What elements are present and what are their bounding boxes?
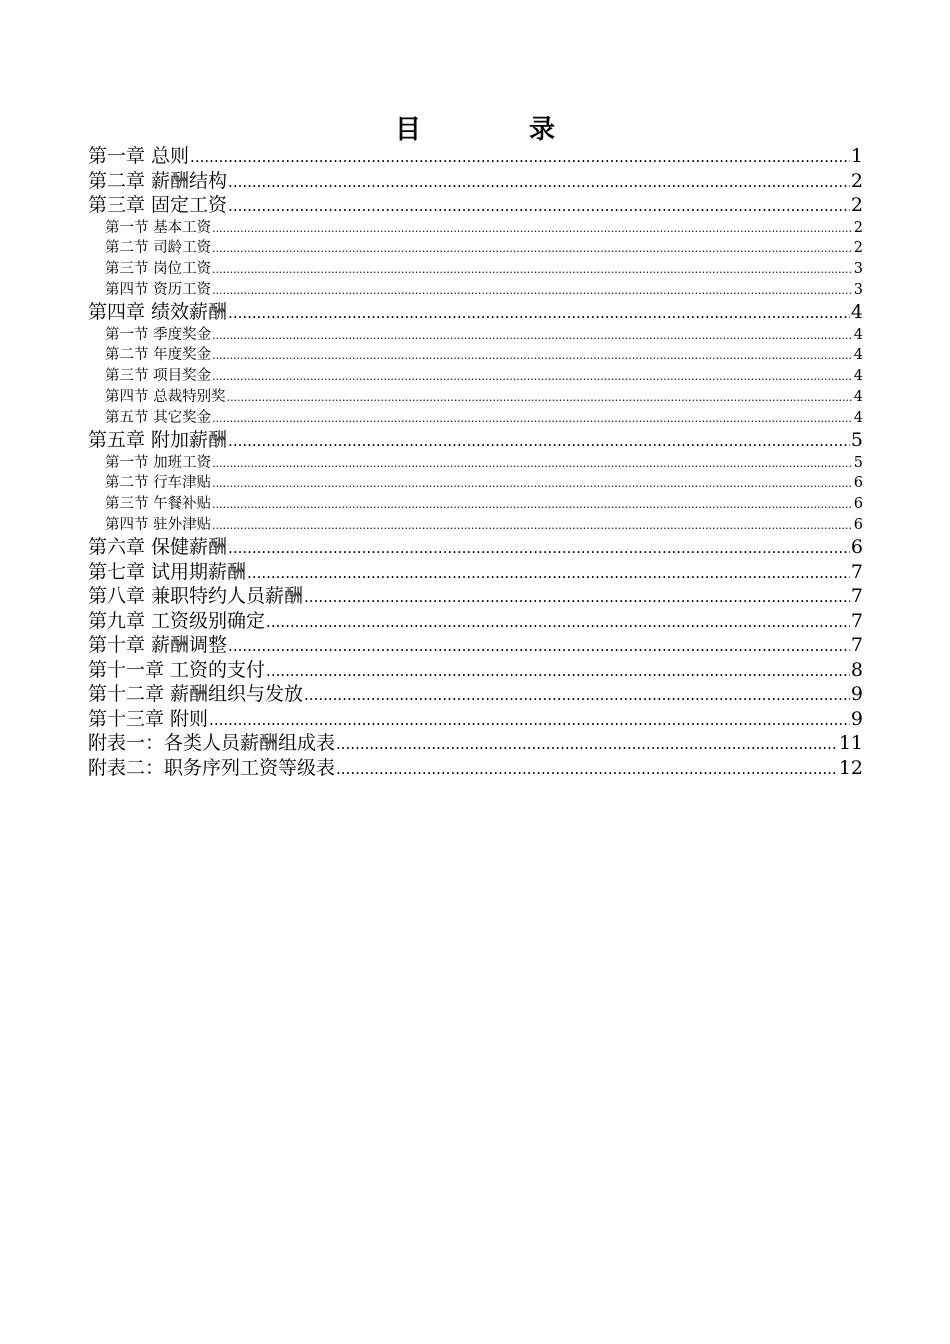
toc-dot-leader: [212, 453, 853, 474]
toc-section-entry[interactable]: [88, 515, 863, 536]
toc-dot-leader: [266, 609, 850, 634]
toc-dot-leader: [336, 756, 838, 781]
toc-entry-page-number: 1: [850, 145, 863, 167]
toc-dot-leader: [212, 259, 853, 280]
toc-entry-label: 第三节 岗位工资: [105, 260, 212, 277]
toc-dot-leader: [212, 218, 853, 239]
toc-section-entry[interactable]: [88, 325, 863, 346]
toc-dot-leader: [266, 658, 850, 683]
toc-entry-page-number: 7: [850, 585, 863, 608]
toc-entry-label: 第九章 工资级别确定: [88, 609, 266, 632]
toc-entry-page-number: 5: [850, 429, 863, 452]
toc-entry-label: 第四节 驻外津贴: [105, 516, 212, 533]
toc-entry-label: 第二节 年度奖金: [105, 347, 212, 364]
toc-entry-page-number: 3: [853, 260, 863, 277]
toc-entry-page-number: 12: [838, 756, 863, 779]
toc-section-entry[interactable]: [88, 259, 863, 280]
toc-section-entry[interactable]: [88, 494, 863, 515]
toc-dot-leader: [247, 560, 850, 585]
toc-entry-label: 第三节 项目奖金: [105, 368, 212, 385]
toc-entry-label: 附表一：各类人员薪酬组成表: [88, 732, 336, 755]
toc-entry-page-number: 9: [850, 683, 863, 706]
toc-entry-label: 第十三章 附则: [88, 707, 209, 730]
toc-chapter-entry[interactable]: [88, 682, 863, 707]
toc-dot-leader: [228, 169, 850, 194]
toc-entry-page-number: 4: [850, 301, 863, 324]
toc-section-entry[interactable]: [88, 345, 863, 366]
toc-dot-leader: [227, 387, 853, 408]
toc-entry-page-number: 9: [850, 707, 863, 730]
toc-chapter-entry[interactable]: [88, 535, 863, 560]
toc-entry-page-number: 2: [853, 219, 863, 236]
toc-entry-label: 第四节 总裁特别奖: [105, 388, 226, 405]
toc-chapter-entry[interactable]: [88, 756, 863, 781]
toc-dot-leader: [212, 280, 853, 301]
toc-chapter-entry[interactable]: [88, 609, 863, 634]
toc-chapter-entry[interactable]: [88, 658, 863, 683]
toc-entry-page-number: 7: [850, 634, 863, 657]
toc-entry-label: 第四节 资历工资: [105, 281, 212, 298]
toc-chapter-entry[interactable]: [88, 633, 863, 658]
toc-entry-page-number: 4: [853, 409, 863, 426]
toc-entry-page-number: 7: [850, 560, 863, 583]
toc-chapter-entry[interactable]: [88, 428, 863, 453]
toc-chapter-entry[interactable]: [88, 584, 863, 609]
toc-entry-label: 第十二章 薪酬组织与发放: [88, 683, 304, 706]
toc-entry-label: 第一节 基本工资: [105, 219, 212, 236]
toc-dot-leader: [212, 515, 853, 536]
toc-dot-leader: [304, 584, 850, 609]
toc-dot-leader: [209, 707, 850, 732]
toc-entry-label: 第四章 绩效薪酬: [88, 301, 228, 324]
toc-entry-label: 第二节 行车津贴: [105, 475, 212, 492]
toc-entry-page-number: 11: [838, 732, 863, 755]
toc-dot-leader: [212, 366, 853, 387]
toc-entry-page-number: 8: [850, 658, 863, 681]
toc-title-char-2: 录: [529, 115, 556, 145]
toc-entry-label: 第六章 保健薪酬: [88, 536, 228, 559]
toc-dot-leader: [212, 494, 853, 515]
toc-dot-leader: [190, 144, 850, 169]
toc-dot-leader: [228, 300, 850, 325]
toc-entry-page-number: 2: [850, 169, 863, 192]
toc-entry-label: 第二章 薪酬结构: [88, 169, 228, 192]
toc-dot-leader: [212, 325, 853, 346]
toc-entry-page-number: 5: [853, 454, 863, 471]
toc-section-entry[interactable]: [88, 366, 863, 387]
toc-chapter-entry[interactable]: [88, 300, 863, 325]
toc-entry-page-number: 6: [853, 475, 863, 492]
toc-entry-page-number: 2: [850, 194, 863, 216]
toc-section-entry[interactable]: [88, 280, 863, 301]
toc-entry-label: 附表二：职务序列工资等级表: [88, 756, 336, 779]
toc-dot-leader: [212, 345, 853, 366]
toc-entry-label: 第十一章 工资的支付: [88, 658, 266, 681]
toc-chapter-entry[interactable]: [88, 169, 863, 194]
toc-title-char-1: 目: [394, 115, 421, 145]
toc-dot-leader: [212, 408, 853, 429]
toc-entry-page-number: 4: [853, 347, 863, 364]
toc-title: [0, 112, 950, 148]
toc-list: [88, 144, 863, 780]
toc-entry-page-number: 3: [853, 281, 863, 298]
toc-entry-label: 第三节 午餐补贴: [105, 496, 212, 513]
toc-dot-leader: [228, 633, 850, 658]
toc-section-entry[interactable]: [88, 218, 863, 239]
toc-entry-label: 第一节 季度奖金: [105, 326, 212, 343]
toc-dot-leader: [304, 682, 850, 707]
toc-entry-label: 第三章 固定工资: [88, 194, 228, 216]
toc-section-entry[interactable]: [88, 408, 863, 429]
toc-entry-label: 第十章 薪酬调整: [88, 634, 228, 657]
toc-dot-leader: [212, 238, 853, 259]
toc-entry-page-number: 4: [853, 388, 863, 405]
toc-section-entry[interactable]: [88, 453, 863, 474]
toc-dot-leader: [212, 473, 853, 494]
toc-entry-label: 第七章 试用期薪酬: [88, 560, 247, 583]
toc-chapter-entry[interactable]: [88, 144, 863, 169]
toc-entry-page-number: 4: [853, 368, 863, 385]
toc-chapter-entry[interactable]: [88, 560, 863, 585]
toc-entry-page-number: 6: [853, 496, 863, 513]
toc-entry-page-number: 7: [850, 609, 863, 632]
toc-entry-label: 第一节 加班工资: [105, 454, 212, 471]
toc-chapter-entry[interactable]: [88, 731, 863, 756]
toc-entry-label: 第五章 附加薪酬: [88, 429, 228, 452]
toc-entry-label: 第五节 其它奖金: [105, 409, 212, 426]
toc-entry-page-number: 6: [850, 536, 863, 559]
toc-section-entry[interactable]: [88, 387, 863, 408]
toc-dot-leader: [228, 428, 850, 453]
toc-entry-page-number: 2: [853, 240, 863, 257]
toc-entry-page-number: 6: [853, 516, 863, 533]
toc-section-entry[interactable]: [88, 238, 863, 259]
toc-entry-label: 第二节 司龄工资: [105, 240, 212, 257]
toc-dot-leader: [228, 535, 850, 560]
toc-chapter-entry[interactable]: [88, 707, 863, 732]
toc-entry-page-number: 4: [853, 326, 863, 343]
toc-dot-leader: [228, 193, 850, 218]
toc-chapter-entry[interactable]: [88, 193, 863, 218]
toc-dot-leader: [336, 731, 838, 756]
toc-entry-label: 第一章 总则: [88, 145, 190, 167]
toc-entry-label: 第八章 兼职特约人员薪酬: [88, 585, 304, 608]
toc-section-entry[interactable]: [88, 473, 863, 494]
